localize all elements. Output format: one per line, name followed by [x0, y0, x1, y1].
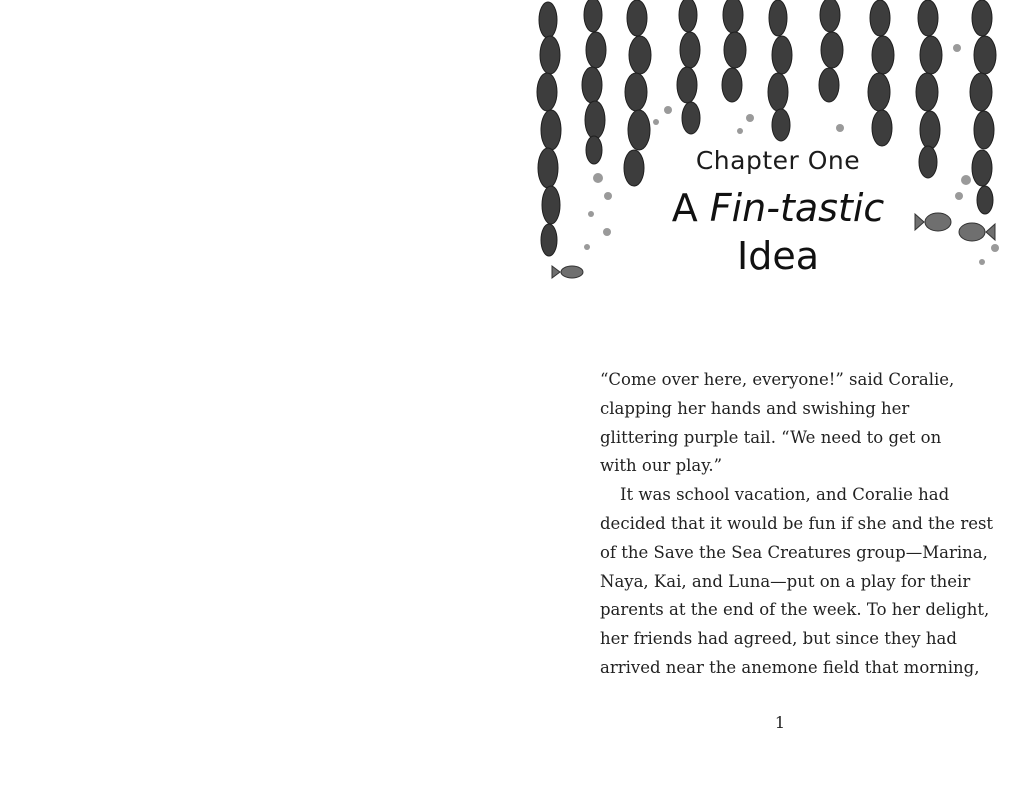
- seaweed-strand: [722, 0, 746, 102]
- text-line: decided that it would be fun if she and the rest: [600, 513, 994, 533]
- text-line: It was school vacation, and Coralie had: [620, 485, 950, 505]
- text-line: “Come over here, everyone!” said Coralie,: [600, 370, 955, 389]
- chapter-title: [640, 184, 916, 280]
- text-line: clapping her hands and swishing her: [600, 398, 910, 418]
- seaweed-strand: [582, 0, 606, 164]
- seaweed-strand: [868, 0, 894, 146]
- chapter-label: Chapter One: [695, 146, 861, 175]
- text-line: arrived near the anemone field that morning,: [600, 657, 980, 677]
- seaweed-strand: [677, 0, 700, 134]
- fish-icon: [552, 266, 583, 278]
- text-line: her friends had agreed, but since they had: [600, 629, 957, 649]
- page-number: 1: [774, 713, 786, 732]
- chapter-title-part1: A: [671, 186, 710, 230]
- seaweed-strand: [537, 2, 561, 256]
- text-line: glittering purple tail. “We need to get on: [600, 427, 942, 447]
- fish-icon: [915, 213, 951, 231]
- seaweed-strand: [768, 0, 792, 141]
- text-line: Naya, Kai, and Luna—put on a play for their: [600, 571, 971, 591]
- seaweed-strand: [970, 0, 996, 214]
- text-line: parents at the end of the week. To her delight,: [600, 600, 990, 620]
- chapter-body-text: [600, 366, 994, 683]
- text-line: of the Save the Sea Creatures group—Marina,: [600, 542, 988, 562]
- chapter-title-part2: Idea: [737, 234, 819, 278]
- seaweed-strand: [916, 0, 942, 178]
- fish-icon: [959, 223, 995, 241]
- seaweed-strand: [819, 0, 843, 102]
- chapter-title-italic: Fin-tastic: [709, 186, 885, 230]
- text-line: with our play.”: [600, 456, 723, 476]
